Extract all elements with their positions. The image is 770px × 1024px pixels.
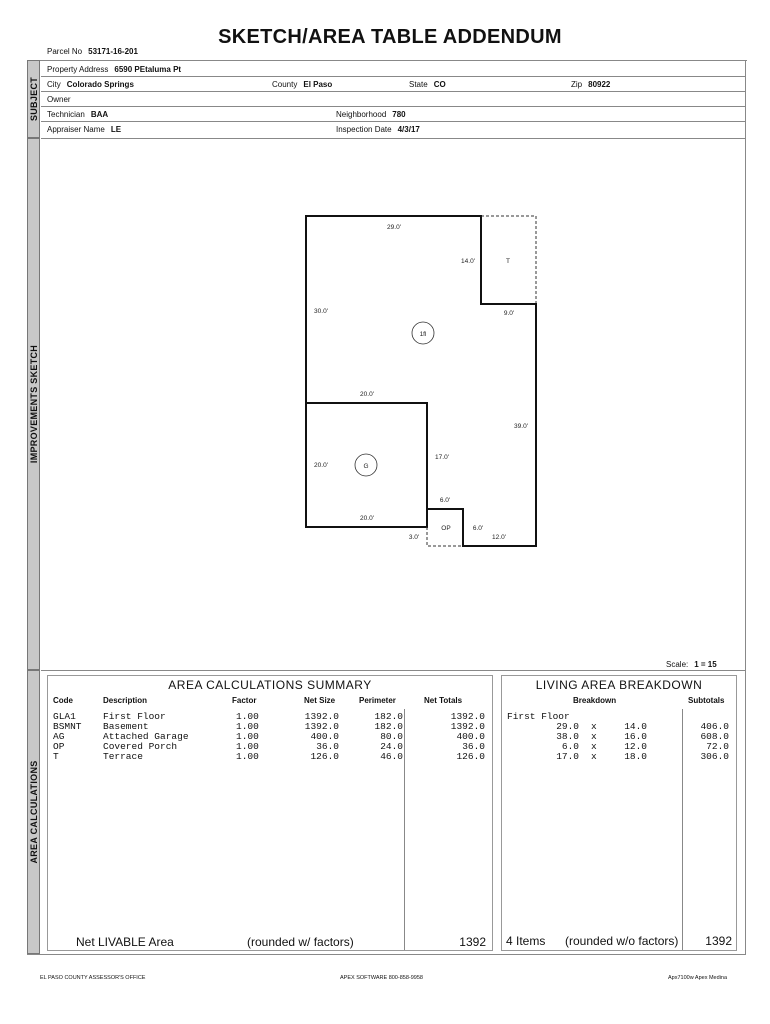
row-description: Covered Porch [103, 741, 178, 752]
zip-value: 80922 [588, 80, 611, 89]
dim-step-top: 6.0' [439, 497, 451, 504]
parcel-value: 53171-16-201 [88, 47, 138, 56]
porch-label: OP [441, 525, 451, 532]
dim-mid: 20.0' [360, 391, 374, 398]
row-perimeter: 182.0 [374, 721, 403, 732]
property-address-label: Property Address [47, 65, 109, 74]
dim-t-side: 14.0' [461, 258, 475, 265]
footer-center: APEX SOFTWARE 800-858-9958 [340, 975, 423, 981]
row-factor: 1.00 [236, 731, 259, 742]
state-value: CO [433, 80, 446, 89]
row-net-total: 126.0 [456, 751, 485, 762]
dim-bottom-right: 12.0' [492, 534, 506, 541]
breakdown-dim-a: 6.0 [561, 741, 579, 752]
zip-label: Zip [571, 80, 583, 89]
breakdown-dim-b: 12.0 [624, 741, 647, 752]
terrace-label: T [506, 258, 510, 265]
dim-garage-right: 17.0' [435, 454, 449, 461]
scale-field [666, 660, 717, 669]
neighborhood-label: Neighborhood [336, 110, 387, 119]
dim-left-upper: 30.0' [314, 308, 328, 315]
breakdown-times: x [591, 731, 597, 742]
row-net-size: 36.0 [316, 741, 339, 752]
row-net-size: 1392.0 [304, 711, 339, 722]
inspection-date-label: Inspection Date [336, 125, 392, 134]
subject-section-label: SUBJECT [28, 76, 39, 122]
breakdown-subtotal: 72.0 [706, 741, 729, 752]
breakdown-dim-b: 18.0 [624, 751, 647, 762]
breakdown-total-value: 1392 [705, 934, 732, 948]
row-code: T [53, 751, 59, 762]
col-code-header: Code [53, 696, 73, 705]
row-net-size: 126.0 [310, 751, 339, 762]
appraiser-value: LE [110, 125, 122, 134]
appraiser-label: Appraiser Name [47, 125, 105, 134]
dim-op-right: 6.0' [472, 525, 484, 532]
net-livable-value: 1392 [459, 935, 486, 949]
dim-right: 39.0' [514, 423, 528, 430]
rounded-with-factors-label: (rounded w/ factors) [247, 935, 354, 949]
first-floor-outline [306, 216, 536, 546]
neighborhood-value: 780 [392, 110, 406, 119]
row-net-total: 36.0 [462, 741, 485, 752]
breakdown-times: x [591, 741, 597, 752]
summary-divider [404, 709, 405, 950]
breakdown-group-label: First Floor [507, 711, 570, 722]
sketch-section-label: IMPROVEMENTS SKETCH [28, 344, 39, 464]
breakdown-header: Breakdown [573, 696, 617, 705]
col-net-size-header: Net Size [304, 696, 336, 705]
garage-label: G [363, 463, 369, 470]
subtotals-header: Subtotals [688, 696, 725, 705]
row-factor: 1.00 [236, 741, 259, 752]
breakdown-subtotal: 608.0 [700, 731, 729, 742]
property-address-value: 6590 PEtaluma Pt [114, 65, 182, 74]
dim-op-left: 3.0' [408, 534, 420, 541]
row-net-total: 400.0 [456, 731, 485, 742]
items-count-label: 4 Items [506, 934, 546, 948]
net-livable-label: Net LIVABLE Area [76, 935, 174, 949]
city-value: Colorado Springs [66, 80, 134, 89]
row-net-total: 1392.0 [450, 721, 485, 732]
row-factor: 1.00 [236, 721, 259, 732]
breakdown-dim-b: 16.0 [624, 731, 647, 742]
breakdown-times: x [591, 721, 597, 732]
frame-bottom-line [27, 954, 746, 955]
page-title: SKETCH/AREA TABLE ADDENDUM [218, 26, 562, 48]
row-description: Attached Garage [103, 731, 189, 742]
footer-left: EL PASO COUNTY ASSESSOR'S OFFICE [40, 975, 146, 981]
county-value: El Paso [303, 80, 333, 89]
row-perimeter: 182.0 [374, 711, 403, 722]
col-net-totals-header: Net Totals [424, 696, 463, 705]
county-label: County [272, 80, 298, 89]
city-label: City [47, 80, 61, 89]
summary-title: AREA CALCULATIONS SUMMARY [168, 678, 372, 692]
row-net-total: 1392.0 [450, 711, 485, 722]
state-label: State [409, 80, 428, 89]
parcel-label: Parcel No [47, 47, 83, 56]
breakdown-times: x [591, 751, 597, 762]
breakdown-dim-a: 38.0 [556, 731, 579, 742]
technician-label: Technician [47, 110, 85, 119]
breakdown-dim-b: 14.0 [624, 721, 647, 732]
row-net-size: 400.0 [310, 731, 339, 742]
col-factor-header: Factor [232, 696, 257, 705]
breakdown-title: LIVING AREA BREAKDOWN [535, 678, 703, 692]
col-perimeter-header: Perimeter [359, 696, 396, 705]
row-perimeter: 24.0 [380, 741, 403, 752]
calculations-section-label: AREA CALCULATIONS [28, 760, 39, 864]
rounded-without-factors-label: (rounded w/o factors) [565, 934, 679, 948]
calculations-sidebar [27, 670, 40, 954]
row-code: BSMNT [53, 721, 82, 732]
dim-garage-left: 20.0' [314, 462, 328, 469]
dim-garage-bottom: 20.0' [360, 515, 374, 522]
row-code: AG [53, 731, 65, 742]
footer-right: Apx7100w Apex Medina [668, 975, 728, 981]
scale-label: Scale: [666, 660, 689, 669]
row-factor: 1.00 [236, 711, 259, 722]
inspection-date-value: 4/3/17 [397, 125, 420, 134]
row-perimeter: 80.0 [380, 731, 403, 742]
breakdown-dim-a: 29.0 [556, 721, 579, 732]
row-code: GLA1 [53, 711, 76, 722]
dim-top: 29.0' [387, 224, 401, 231]
row-description: First Floor [103, 711, 166, 722]
row-net-size: 1392.0 [304, 721, 339, 732]
row-description: Basement [103, 721, 149, 732]
owner-label: Owner [47, 95, 71, 104]
breakdown-subtotal: 306.0 [700, 751, 729, 762]
row-code: OP [53, 741, 65, 752]
technician-value: BAA [90, 110, 109, 119]
row-factor: 1.00 [236, 751, 259, 762]
row-perimeter: 46.0 [380, 751, 403, 762]
main-area-label: 1fl [419, 331, 427, 338]
breakdown-dim-a: 17.0 [556, 751, 579, 762]
col-description-header: Description [103, 696, 148, 705]
scale-value: 1 = 15 [694, 660, 717, 669]
breakdown-subtotal: 406.0 [700, 721, 729, 732]
row-description: Terrace [103, 751, 143, 762]
dim-t-bottom: 9.0' [503, 310, 515, 317]
